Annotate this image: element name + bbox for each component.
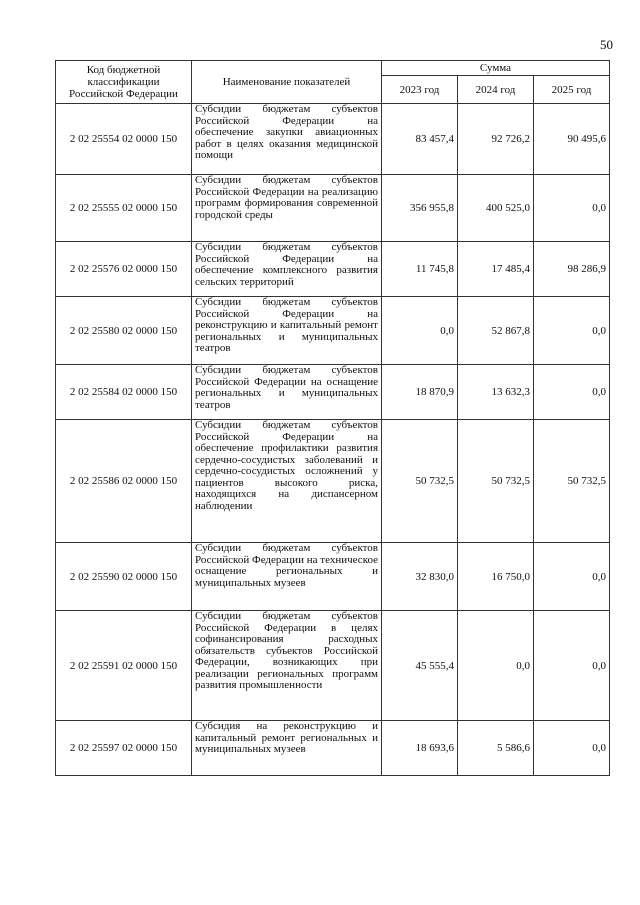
row-name: Субсидии бюджетам субъектов Российской Федерации на обеспечение закупки авиационных работ в целях оказания медицинской помощи <box>192 104 382 175</box>
table-row <box>56 721 610 776</box>
row-value-2024: 16 750,0 <box>458 543 534 611</box>
row-code: 2 02 25597 02 0000 150 <box>56 721 192 776</box>
table-row <box>56 297 610 365</box>
row-value-2025: 0,0 <box>534 175 610 242</box>
row-value-2024: 5 586,6 <box>458 721 534 776</box>
row-name: Субсидии бюджетам субъектов Российской Федерации на обеспечение профилактики развития сердечно-сосудистых заболеваний и сердечно-сосудистых осложнений у пациентов высокого риска, находящихся на диспансерном наблюдении <box>192 420 382 543</box>
table-row <box>56 420 610 543</box>
row-name: Субсидии бюджетам субъектов Российской Федерации в целях софинансирования расходных обязательств субъектов Российской Федерации, возникающих при реализации региональных программ развития промышленности <box>192 611 382 721</box>
row-name: Субсидии бюджетам субъектов Российской Федерации на реконструкцию и капитальный ремонт региональных и муниципальных театров <box>192 297 382 365</box>
row-value-2023: 50 732,5 <box>382 420 458 543</box>
row-value-2025: 0,0 <box>534 297 610 365</box>
row-name: Субсидия на реконструкцию и капитальный ремонт региональных и муниципальных музеев <box>192 721 382 776</box>
row-value-2024: 13 632,3 <box>458 365 534 420</box>
row-name: Субсидии бюджетам субъектов Российской Федерации на обеспечение комплексного развития сельских территорий <box>192 242 382 297</box>
table-row <box>56 365 610 420</box>
row-name: Субсидии бюджетам субъектов Российской Федерации на реализацию программ формирования современной городской среды <box>192 175 382 242</box>
table-row <box>56 242 610 297</box>
row-code: 2 02 25586 02 0000 150 <box>56 420 192 543</box>
table-row <box>56 104 610 175</box>
row-value-2025: 90 495,6 <box>534 104 610 175</box>
table-row <box>56 175 610 242</box>
row-value-2024: 0,0 <box>458 611 534 721</box>
row-code: 2 02 25591 02 0000 150 <box>56 611 192 721</box>
row-value-2023: 45 555,4 <box>382 611 458 721</box>
header-year-2023: 2023 год <box>382 76 458 104</box>
row-value-2025: 50 732,5 <box>534 420 610 543</box>
row-value-2023: 11 745,8 <box>382 242 458 297</box>
row-value-2025: 0,0 <box>534 365 610 420</box>
header-name: Наименование показателей <box>192 61 382 104</box>
row-value-2025: 0,0 <box>534 611 610 721</box>
row-value-2024: 400 525,0 <box>458 175 534 242</box>
row-value-2024: 52 867,8 <box>458 297 534 365</box>
row-code: 2 02 25576 02 0000 150 <box>56 242 192 297</box>
row-value-2025: 0,0 <box>534 721 610 776</box>
table-row <box>56 611 610 721</box>
budget-table <box>55 60 610 776</box>
row-value-2024: 92 726,2 <box>458 104 534 175</box>
row-name: Субсидии бюджетам субъектов Российской Федерации на техническое оснащение региональных и муниципальных музеев <box>192 543 382 611</box>
row-value-2023: 356 955,8 <box>382 175 458 242</box>
header-sum: Сумма <box>382 61 610 76</box>
row-value-2023: 18 870,9 <box>382 365 458 420</box>
row-code: 2 02 25554 02 0000 150 <box>56 104 192 175</box>
row-value-2025: 0,0 <box>534 543 610 611</box>
row-code: 2 02 25584 02 0000 150 <box>56 365 192 420</box>
table-row <box>56 543 610 611</box>
row-code: 2 02 25555 02 0000 150 <box>56 175 192 242</box>
row-value-2024: 50 732,5 <box>458 420 534 543</box>
row-value-2023: 18 693,6 <box>382 721 458 776</box>
row-value-2023: 0,0 <box>382 297 458 365</box>
row-value-2025: 98 286,9 <box>534 242 610 297</box>
page-number: 50 <box>600 37 613 52</box>
row-code: 2 02 25590 02 0000 150 <box>56 543 192 611</box>
row-value-2023: 32 830,0 <box>382 543 458 611</box>
row-value-2023: 83 457,4 <box>382 104 458 175</box>
header-year-2024: 2024 год <box>458 76 534 104</box>
header-year-2025: 2025 год <box>534 76 610 104</box>
header-code: Код бюджетной классификации Российской Федерации <box>56 61 192 104</box>
row-name: Субсидии бюджетам субъектов Российской Федерации на оснащение региональных и муниципальных театров <box>192 365 382 420</box>
row-value-2024: 17 485,4 <box>458 242 534 297</box>
row-code: 2 02 25580 02 0000 150 <box>56 297 192 365</box>
